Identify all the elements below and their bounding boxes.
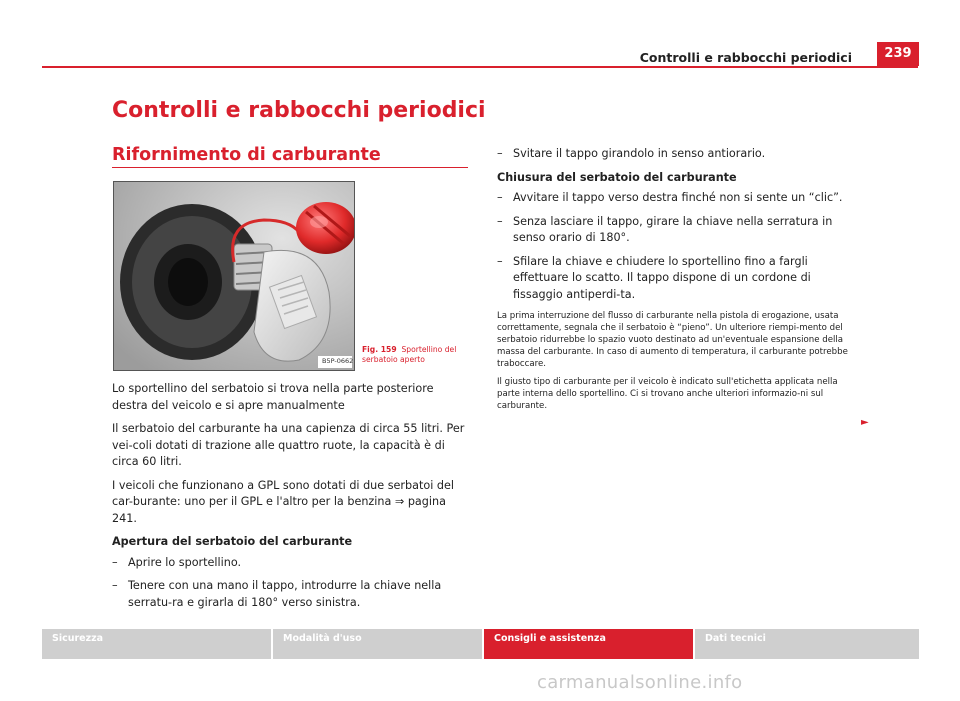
step-text: Sfilare la chiave e chiudere lo sportellino fino a fargli effettuare lo scatto. Il tappo dispone di un cordone di fissaggio antiperdi-ta. bbox=[513, 254, 811, 301]
tab-dati-tecnici[interactable]: Dati tecnici bbox=[695, 629, 919, 659]
section-title: Rifornimento di carburante bbox=[112, 145, 381, 165]
list-item bbox=[497, 214, 853, 247]
subheading-closing: Chiusura del serbatoio del carburante bbox=[497, 170, 737, 184]
subheading-opening: Apertura del serbatoio del carburante bbox=[112, 535, 353, 548]
paragraph-location: Lo sportellino del serbatoio si trova nella parte posteriore destra del veicolo e si apre manualmente bbox=[112, 382, 434, 412]
tab-sicurezza[interactable]: Sicurezza bbox=[42, 629, 271, 659]
page-number: 239 bbox=[877, 42, 919, 66]
figure-caption-number: Fig. 159 bbox=[362, 345, 397, 354]
figure-caption bbox=[362, 345, 467, 365]
step-text: Tenere con una mano il tappo, introdurre la chiave nella serratu-ra e girarla di 180° verso sinistra. bbox=[128, 579, 442, 609]
tab-consigli-assistenza[interactable]: Consigli e assistenza bbox=[484, 629, 693, 659]
chapter-title: Controlli e rabbocchi periodici bbox=[112, 98, 486, 123]
running-header-title: Controlli e rabbocchi periodici bbox=[639, 50, 852, 65]
section-rule bbox=[112, 167, 468, 168]
watermark: carmanualsonline.info bbox=[537, 672, 743, 693]
step-text: Senza lasciare il tappo, girare la chiave nella serratura in senso orario di 180°. bbox=[513, 214, 833, 244]
list-item bbox=[112, 555, 468, 572]
header-rule bbox=[42, 66, 918, 68]
step-text: Avvitare il tappo verso destra finché non si sente un “clic”. bbox=[513, 191, 843, 204]
right-column: – Svitare il tappo girandolo in senso antiorario. Chiusura del serbatoio del carburante – Avvitare il tappo verso destra finché non si sente un “clic”. – Senza lasciare il tappo, girare la chiave nella serratura in senso orario di 180°. – Sfilare la chiave e chiudere lo sportellino fino a fargli effettuare lo scatto. Il tappo dispone di un cordone di fissaggio antiperdi-ta. La prima interruzione del flusso di carburante nella pistola di erogazione, usata correttamente, segnala che il serbatoio è “pieno”. Un ulteriore riempi-mento del serbatoio ridurrebbe lo spazio vuoto destinato ad un'eventuale espansione della massa del carburante. In caso di aumento di temperatura, il carburante potrebbe traboccare. Il giusto tipo di carburante per il veicolo è indicato sull'etichetta applicata nella parte interna dello sportellino. Ci si trovano anche ulteriori informazio-ni sul carburante. ► bbox=[497, 147, 869, 428]
paragraph-capacity: Il serbatoio del carburante ha una capienza di circa 55 litri. Per vei-coli dotati di trazione alle quattro ruote, la capacità è di circa 60 litri. bbox=[112, 422, 465, 468]
dash-bullet: – bbox=[497, 254, 503, 268]
list-item bbox=[112, 578, 468, 611]
fuel-flap-figure bbox=[113, 181, 355, 371]
list-item bbox=[497, 190, 853, 207]
step-text: Aprire lo sportellino. bbox=[128, 555, 242, 569]
figure-caption-text: Sportellino del serbatoio aperto bbox=[362, 345, 457, 364]
note-fuel-flow: La prima interruzione del flusso di carburante nella pistola di erogazione, usata correttamente, segnala che il serbatoio è “pieno”. Un ulteriore riempi-mento del serbatoio ridurrebbe lo spazio vuoto destinato ad un'eventuale espansione della massa del carburante. In caso di aumento di temperatura, il carburante potrebbe traboccare. bbox=[497, 311, 848, 369]
step-text: Svitare il tappo girandolo in senso antiorario. bbox=[513, 147, 766, 160]
list-item bbox=[497, 254, 853, 304]
figure-code: B5P-0662 bbox=[322, 357, 354, 365]
dash-bullet: – bbox=[497, 191, 503, 204]
tab-modalita-uso[interactable]: Modalità d'uso bbox=[273, 629, 482, 659]
left-column bbox=[112, 381, 468, 618]
list-item bbox=[497, 146, 853, 163]
dash-bullet: – bbox=[497, 147, 503, 160]
dash-bullet: – bbox=[112, 555, 118, 569]
dash-bullet: – bbox=[497, 214, 503, 228]
dash-bullet: – bbox=[112, 579, 118, 592]
fuel-flap-illustration bbox=[114, 182, 354, 370]
note-fuel-type: Il giusto tipo di carburante per il veicolo è indicato sull'etichetta applicata nella parte interna dello sportellino. Ci si trovano anche ulteriori informazio-ni sul carburante. bbox=[497, 377, 838, 411]
paragraph-gpl: I veicoli che funzionano a GPL sono dotati di due serbatoi del car-burante: uno per il GPL e l'altro per la benzina ⇒ pagina 241. bbox=[112, 478, 454, 525]
